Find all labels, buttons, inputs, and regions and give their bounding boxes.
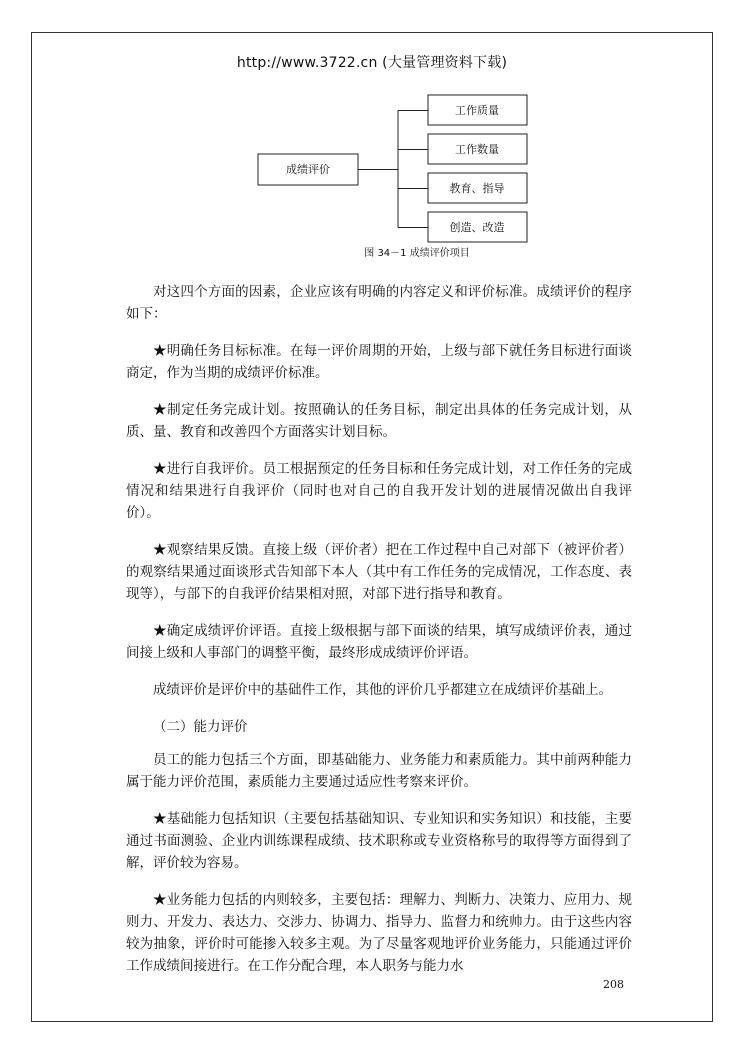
paragraph: ★基础能力包括知识（主要包括基础知识、专业知识和实务知识）和技能，主要通过书面测验、企业内训练课程成绩、技术职称或专业资格称号的取得等方面得到了解，评价较为容易。 bbox=[126, 811, 632, 871]
paragraph: ★明确任务目标标准。在每一评价周期的开始，上级与部下就任务目标进行面谈商定，作为当期的成绩评价标准。 bbox=[126, 343, 632, 381]
branch-label-quality: 工作质量 bbox=[455, 104, 499, 117]
body-text bbox=[126, 281, 632, 992]
evaluation-items-diagram bbox=[0, 0, 744, 270]
paragraph: ★确定成绩评价评语。直接上级根据与部下面谈的结果，填写成绩评价表，通过间接上级和人事部门的调整平衡，最终形成成绩评价评语。 bbox=[126, 623, 632, 661]
paragraph: 员工的能力包括三个方面，即基础能力、业务能力和素质能力。其中前两种能力属于能力评价范围，素质能力主要通过适应性考察来评价。 bbox=[126, 752, 632, 790]
section-heading: （二）能力评价 bbox=[153, 719, 248, 735]
figure-caption: 图 34－1 成绩评价项目 bbox=[364, 248, 470, 259]
paragraph: 成绩评价是评价中的基础件工作，其他的评价几乎都建立在成绩评价基础上。 bbox=[153, 682, 612, 698]
paragraph: ★制定任务完成计划。按照确认的任务目标，制定出具体的任务完成计划，从质、量、教育和改善四个方面落实计划目标。 bbox=[126, 402, 632, 440]
header-url: http://www.3722.cn (大量管理资料下载) bbox=[236, 55, 508, 71]
paragraph: 对这四个方面的因素，企业应该有明确的内容定义和评价标准。成绩评价的程序如下： bbox=[126, 284, 632, 322]
paragraph: ★进行自我评价。员工根据预定的任务目标和任务完成计划，对工作任务的完成情况和结果进行自我评价（同时也对自己的自我开发计划的进展情况做出自我评价）。 bbox=[126, 461, 632, 521]
branch-label-quantity: 工作数量 bbox=[455, 143, 499, 156]
page-number: 208 bbox=[603, 978, 624, 991]
paragraph: ★观察结果反馈。直接上级（评价者）把在工作过程中自己对部下（被评价者）的观察结果通过面谈形式告知部下本人（其中有工作任务的完成情况，工作态度、表现等），与部下的自我评价结果相对照，对部下进行指导和教育。 bbox=[126, 542, 632, 602]
paragraph: ★业务能力包括的内则较多，主要包括：理解力、判断力、决策力、应用力、规则力、开发力、表达力、交涉力、协调力、指导力、监督力和统帅力。由于这些内容较为抽象，评价时可能掺入较多主观。为了尽量客观地评价业务能力，只能通过评价工作成绩间接进行。在工作分配合理，本人职务与能力水 bbox=[126, 892, 632, 974]
root-label: 成绩评价 bbox=[286, 163, 330, 176]
branch-label-creation: 创造、改造 bbox=[449, 221, 505, 234]
branch-label-education: 教育、指导 bbox=[449, 182, 505, 195]
